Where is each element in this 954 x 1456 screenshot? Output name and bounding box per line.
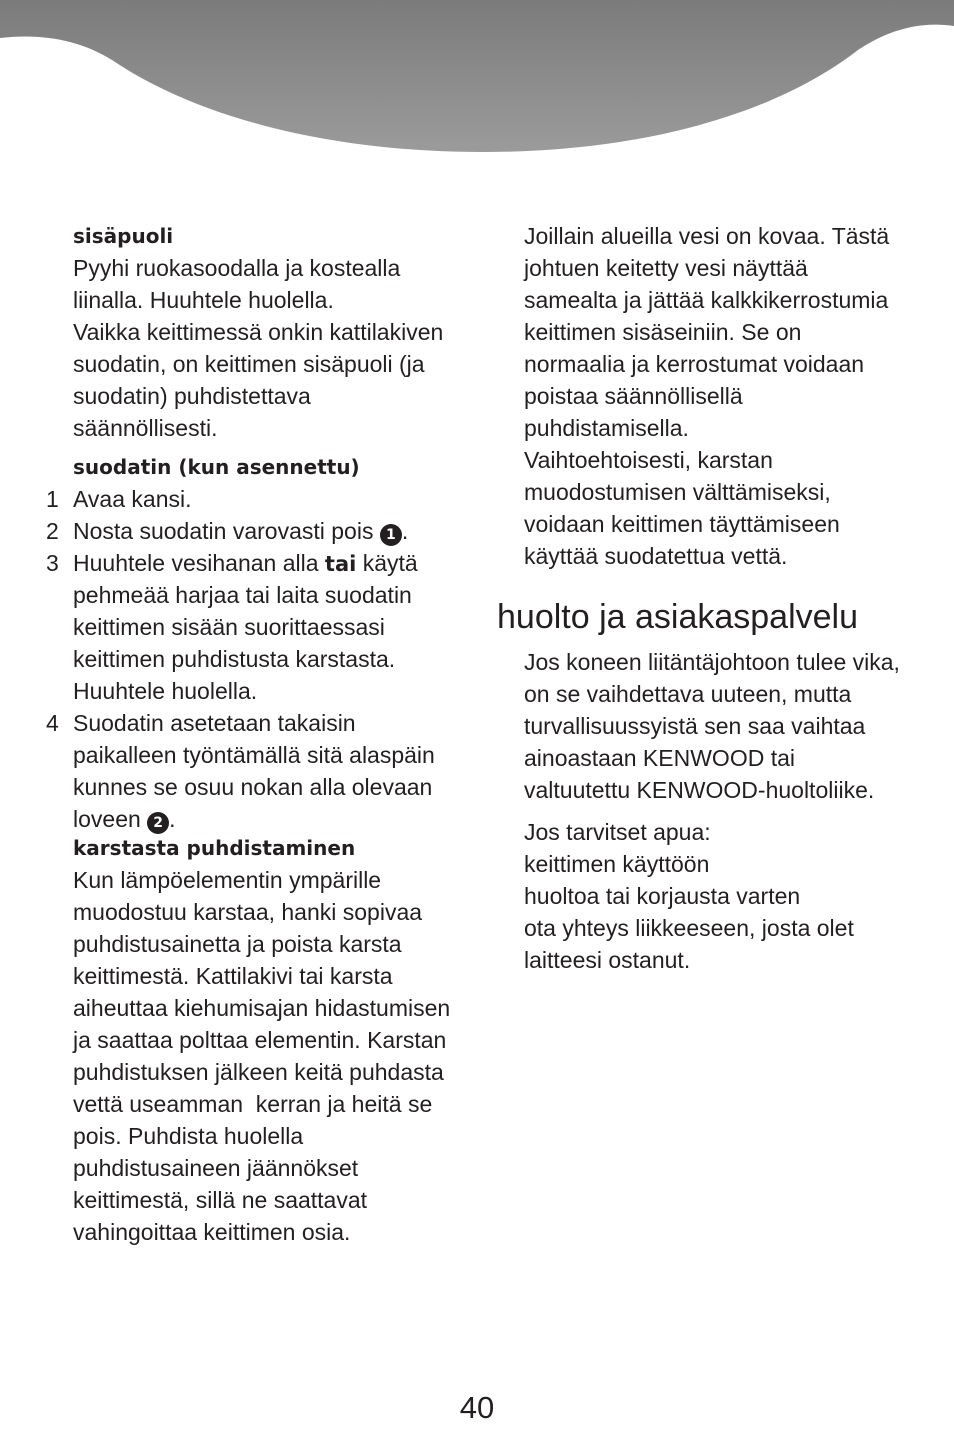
- list-item-continuation: keittimen puhdistusta karstasta.: [73, 646, 396, 672]
- body-line: normaalia ja kerrostumat voidaan: [524, 351, 865, 377]
- step-text: Avaa kansi.: [73, 486, 192, 512]
- body-line: vettä useamman kerran ja heitä se: [73, 1091, 433, 1117]
- header-wave-shape: [0, 0, 954, 152]
- body-line: turvallisuussyistä sen saa vaihtaa: [524, 713, 866, 739]
- body-line: johtuen keitetty vesi näyttää: [524, 255, 808, 281]
- step-number: 1: [46, 486, 59, 512]
- step-text: Huuhtele vesihanan alla: [73, 550, 325, 576]
- body-line: ainoastaan KENWOOD tai: [524, 745, 796, 771]
- list-item-continuation: keittimen sisään suorittaessasi: [73, 614, 385, 640]
- figure-1-badge: 1: [380, 524, 402, 546]
- list-item-continuation: kunnes se osuu nokan alla olevaan: [73, 774, 433, 800]
- body-line: huoltoa tai korjausta varten: [524, 883, 801, 909]
- step-number: 3: [46, 550, 59, 576]
- body-line: keittimestä. Kattilakivi tai karsta: [73, 963, 393, 989]
- step-text-end: .: [401, 518, 409, 544]
- body-line: pois. Puhdista huolella: [73, 1123, 304, 1149]
- step-text-bold: tai: [324, 552, 357, 576]
- body-line: laitteesi ostanut.: [524, 947, 691, 973]
- header-wave-band: [0, 0, 954, 160]
- body-line: puhdistusainetta ja poista karsta: [73, 931, 402, 957]
- body-line: on se vaihdettava uuteen, mutta: [524, 681, 852, 707]
- right-column: [497, 220, 937, 976]
- body-line: muodostumisen välttämiseksi,: [524, 479, 831, 505]
- body-line: puhdistusaineen jäännökset: [73, 1155, 359, 1181]
- section-heading-suodatin: suodatin (kun asennettu): [73, 455, 360, 479]
- step-number: 4: [46, 710, 59, 736]
- figure-2-badge: 2: [147, 812, 169, 834]
- list-item-3: [46, 547, 466, 579]
- body-line: Vaikka keittimessä onkin kattilakiven: [73, 319, 444, 345]
- body-line: suodatin, on keittimen sisäpuoli (ja: [73, 351, 425, 377]
- list-item-continuation: paikalleen työntämällä sitä alaspäin: [73, 742, 435, 768]
- section-heading-karstasta: karstasta puhdistaminen: [73, 836, 356, 860]
- list-item-1: [46, 483, 466, 515]
- body-line: muodostuu karstaa, hanki sopivaa: [73, 899, 423, 925]
- list-item-4: [46, 707, 466, 739]
- left-column: [46, 220, 466, 1248]
- list-item-2: [46, 515, 466, 547]
- body-line: keittimestä, sillä ne saattavat: [73, 1187, 368, 1213]
- body-line: liinalla. Huuhtele huolella.: [73, 287, 334, 313]
- body-line: Jos koneen liitäntäjohtoon tulee vika,: [524, 649, 900, 675]
- page-number: 40: [459, 1390, 495, 1425]
- step-text: Suodatin asetetaan takaisin: [73, 710, 356, 736]
- body-line: ota yhteys liikkeeseen, josta olet: [524, 915, 854, 941]
- step-text-end: .: [169, 806, 176, 832]
- body-line: suodatin) puhdistettava: [73, 383, 311, 409]
- body-line: aiheuttaa kiehumisajan hidastumisen: [73, 995, 451, 1021]
- section-heading-sisapuoli: sisäpuoli: [73, 224, 174, 248]
- body-line: keittimen käyttöön: [524, 851, 710, 877]
- body-line: valtuutettu KENWOOD-huoltoliike.: [524, 777, 875, 803]
- step-text-end: käytä: [356, 550, 418, 576]
- body-line: Vaihtoehtoisesti, karstan: [524, 447, 773, 473]
- step-number: 2: [46, 518, 59, 544]
- body-line: Joillain alueilla vesi on kovaa. Tästä: [524, 223, 890, 249]
- section-title-huolto: huolto ja asiakaspalvelu: [497, 598, 859, 636]
- body-line: ja saattaa polttaa elementin. Karstan: [73, 1027, 447, 1053]
- body-line: puhdistuksen jälkeen keitä puhdasta: [73, 1059, 444, 1085]
- body-line: voidaan keittimen täyttämiseen: [524, 511, 840, 537]
- body-line: käyttää suodatettua vettä.: [524, 543, 788, 569]
- step-text: Nosta suodatin varovasti pois: [73, 518, 380, 544]
- list-item-continuation: [46, 803, 466, 835]
- step-text: loveen: [73, 806, 148, 832]
- body-line: samealta ja jättää kalkkikerrostumia: [524, 287, 889, 313]
- body-line: Pyyhi ruokasoodalla ja kostealla: [73, 255, 401, 281]
- body-line: säännöllisesti.: [73, 415, 218, 441]
- body-line: Kun lämpöelementin ympärille: [73, 867, 382, 893]
- body-line: puhdistamisella.: [524, 415, 689, 441]
- body-line: vahingoittaa keittimen osia.: [73, 1219, 351, 1245]
- list-item-continuation: pehmeää harjaa tai laita suodatin: [73, 582, 412, 608]
- list-item-continuation: Huuhtele huolella.: [73, 678, 258, 704]
- body-line: poistaa säännöllisellä: [524, 383, 743, 409]
- body-line: keittimen sisäseiniin. Se on: [524, 319, 802, 345]
- body-line: Jos tarvitset apua:: [524, 819, 711, 845]
